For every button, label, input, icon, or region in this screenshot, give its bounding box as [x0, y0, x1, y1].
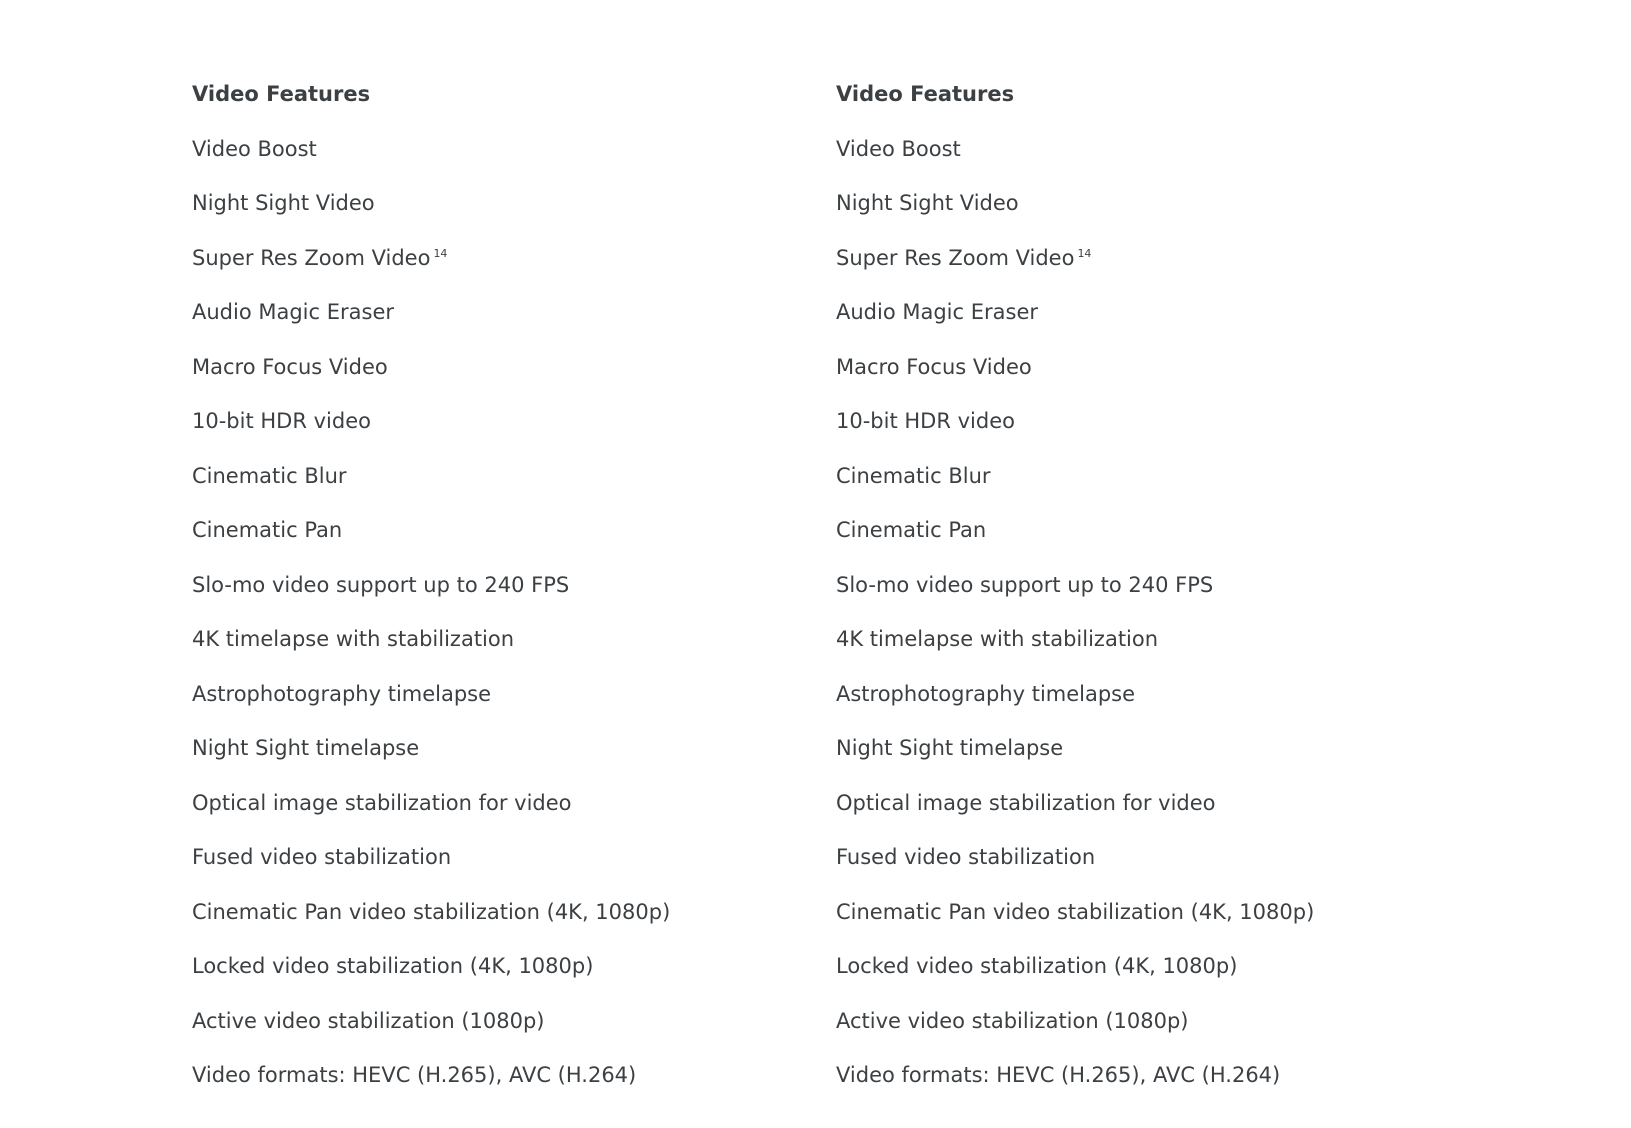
- feature-label: Audio Magic Eraser: [836, 300, 1039, 324]
- feature-item: [192, 565, 792, 605]
- feature-label: Macro Focus Video: [836, 354, 1032, 379]
- feature-item: [192, 129, 792, 169]
- feature-item: [836, 674, 1436, 714]
- feature-item: [192, 183, 792, 223]
- column-heading: Video Features: [836, 82, 1015, 106]
- feature-label: Cinematic Blur: [836, 463, 991, 488]
- feature-label: Macro Focus Video: [192, 354, 388, 379]
- feature-item: [192, 674, 792, 714]
- footnote-marker: 14: [1077, 246, 1092, 260]
- feature-item: [836, 129, 1436, 169]
- feature-label: Cinematic Pan video stabilization (4K, 1080p): [836, 899, 1315, 924]
- feature-label: Cinematic Blur: [192, 463, 347, 488]
- feature-label: Cinematic Pan: [192, 518, 343, 542]
- feature-label: Video Boost: [836, 136, 961, 161]
- feature-label: Cinematic Pan video stabilization (4K, 1080p): [192, 899, 671, 924]
- feature-label: Locked video stabilization (4K, 1080p): [192, 954, 594, 978]
- feature-label: Night Sight Video: [836, 191, 1019, 215]
- feature-label: Optical image stabilization for video: [192, 790, 572, 815]
- feature-item: [836, 238, 1436, 278]
- feature-item: [836, 510, 1436, 550]
- feature-item: [192, 619, 792, 659]
- feature-item: [192, 456, 792, 496]
- feature-label: Super Res Zoom Video: [836, 245, 1075, 270]
- feature-label: Astrophotography timelapse: [192, 681, 492, 706]
- feature-item: [192, 892, 792, 932]
- feature-item: [836, 1001, 1436, 1041]
- spec-column-right: [836, 74, 1436, 1095]
- feature-label: Astrophotography timelapse: [836, 681, 1136, 706]
- feature-item: [836, 837, 1436, 877]
- spec-column-left: [192, 74, 792, 1095]
- feature-label: Locked video stabilization (4K, 1080p): [836, 954, 1238, 978]
- feature-item: [192, 238, 792, 278]
- feature-label: Night Sight timelapse: [836, 736, 1064, 760]
- feature-item: [836, 347, 1436, 387]
- feature-label: 4K timelapse with stabilization: [192, 627, 515, 651]
- feature-item: [836, 401, 1436, 441]
- feature-label: Video formats: HEVC (H.265), AVC (H.264): [192, 1063, 637, 1087]
- feature-item: [192, 401, 792, 441]
- feature-item: [192, 783, 792, 823]
- feature-label: 4K timelapse with stabilization: [836, 627, 1159, 651]
- feature-label: Slo-mo video support up to 240 FPS: [192, 572, 570, 597]
- feature-item: [836, 619, 1436, 659]
- feature-item: [192, 837, 792, 877]
- feature-item: [836, 1055, 1436, 1095]
- feature-label: Super Res Zoom Video: [192, 245, 431, 270]
- feature-item: [836, 892, 1436, 932]
- feature-item: [192, 347, 792, 387]
- feature-item: [836, 728, 1436, 768]
- feature-label: Cinematic Pan: [836, 518, 987, 542]
- feature-item: [836, 292, 1436, 332]
- feature-label: Active video stabilization (1080p): [192, 1008, 545, 1033]
- feature-label: Optical image stabilization for video: [836, 790, 1216, 815]
- feature-list: [192, 129, 792, 1096]
- feature-item: [836, 565, 1436, 605]
- feature-item: [192, 1055, 792, 1095]
- feature-label: Video formats: HEVC (H.265), AVC (H.264): [836, 1063, 1281, 1087]
- column-heading: Video Features: [192, 82, 371, 106]
- feature-item: [192, 1001, 792, 1041]
- feature-list: [836, 129, 1436, 1096]
- feature-item: [836, 783, 1436, 823]
- feature-label: Fused video stabilization: [192, 845, 452, 869]
- feature-label: Active video stabilization (1080p): [836, 1008, 1189, 1033]
- feature-label: Slo-mo video support up to 240 FPS: [836, 572, 1214, 597]
- feature-label: Audio Magic Eraser: [192, 300, 395, 324]
- feature-label: 10-bit HDR video: [192, 409, 371, 433]
- feature-item: [192, 510, 792, 550]
- feature-label: Fused video stabilization: [836, 845, 1096, 869]
- feature-item: [836, 456, 1436, 496]
- feature-item: [192, 292, 792, 332]
- feature-item: [836, 946, 1436, 986]
- feature-item: [836, 183, 1436, 223]
- footnote-marker: 14: [433, 246, 448, 260]
- feature-label: Night Sight timelapse: [192, 736, 420, 760]
- feature-label: Night Sight Video: [192, 191, 375, 215]
- feature-label: 10-bit HDR video: [836, 409, 1015, 433]
- feature-item: [192, 946, 792, 986]
- feature-label: Video Boost: [192, 136, 317, 161]
- feature-item: [192, 728, 792, 768]
